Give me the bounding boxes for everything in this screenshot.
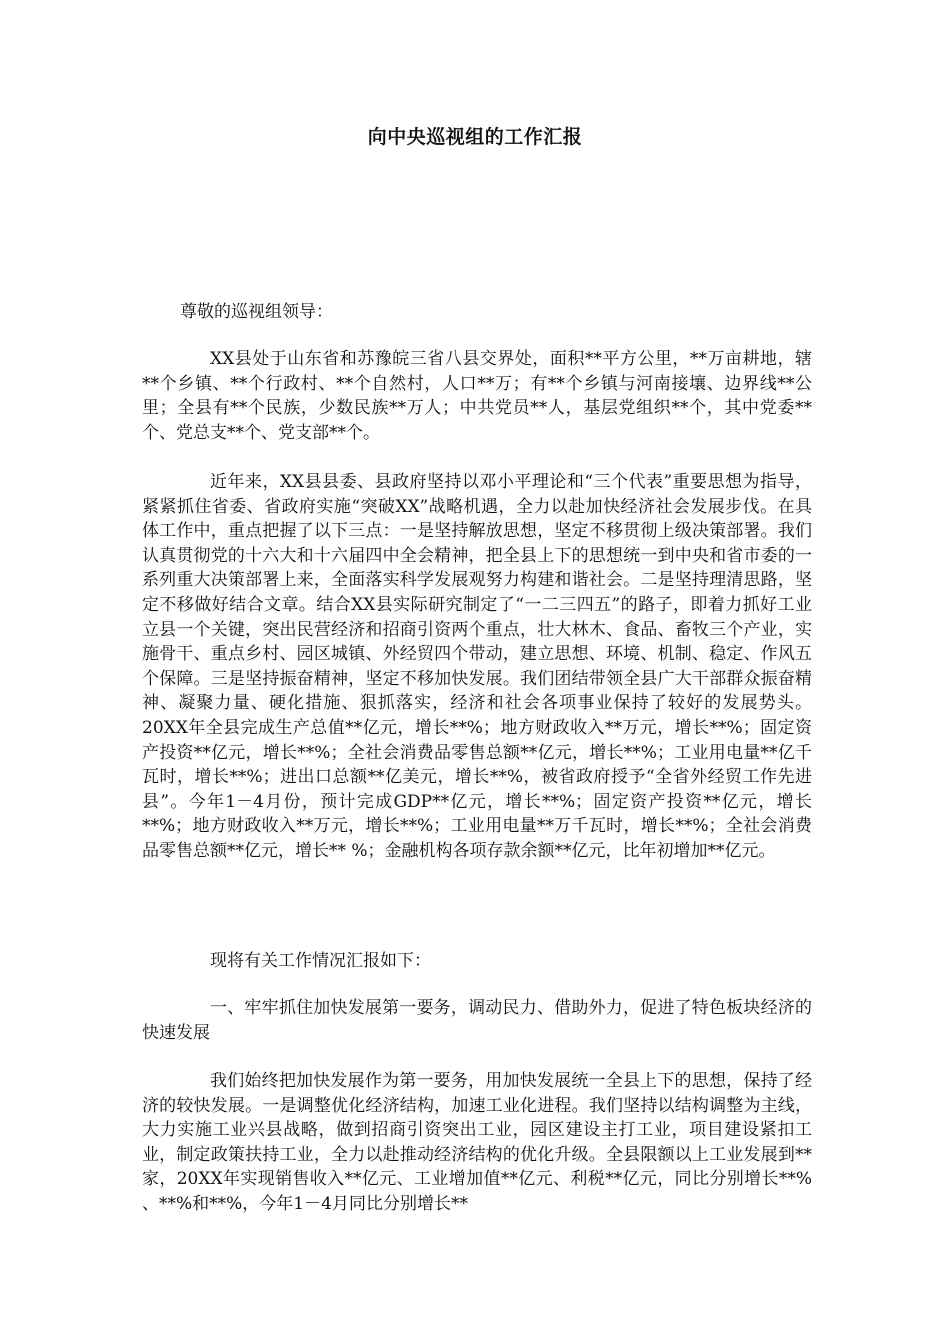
- paragraph-report-intro: 现将有关工作情况汇报如下：: [210, 951, 431, 971]
- section-heading-one: 一、牢牢抓住加快发展第一要务，调动民力、借助外力，促进了特色板块经济的快速发展: [142, 998, 812, 1043]
- paragraph-county-overview: XX县处于山东省和苏豫皖三省八县交界处，面积**平方公里，**万亩耕地，辖**个乡镇、**个行政村、**个自然村，人口**万；有**个乡镇与河南接壤、边界线**公里；全县有**个民族，少数民族**万人；中共党员**人，基层党组织**个，其中党委**个、党总支**个、党支部**个。: [142, 349, 812, 443]
- salutation: 尊敬的巡视组领导：: [180, 302, 333, 322]
- document-title: 向中央巡视组的工作汇报: [367, 126, 583, 148]
- paragraph-recent-years: 近年来，XX县县委、县政府坚持以邓小平理论和“三个代表”重要思想为指导，紧紧抓住省委、省政府实施“突破XX”战略机遇，全力以赴加快经济社会发展步伐。在具体工作中，重点把握了以下三点：一是坚持解放思想，坚定不移贯彻上级决策部署。我们认真贯彻党的十六大和十六届四中全会精神，把全县上下的思想统一到中央和省市委的一系列重大决策部署上来，全面落实科学发展观努力构建和谐社会。二是坚持理清思路，坚定不移做好结合文章。结合XX县实际研究制定了“一二三四五”的路子，即着力抓好工业立县一个关键，突出民营经济和招商引资两个重点，壮大林木、食品、畜牧三个产业，实施骨干、重点乡村、园区城镇、外经贸四个带动，建立思想、环境、机制、稳定、作风五个保障。三是坚持振奋精神，坚定不移加快发展。我们团结带领全县广大干部群众振奋精神、凝聚力量、硬化措施、狠抓落实，经济和社会各项事业保持了较好的发展势头。20XX年全县完成生产总值**亿元，增长**%；地方财政收入**万元，增长**%；固定资产投资**亿元，增长**%；全社会消费品零售总额**亿元，增长**%；工业用电量**亿千瓦时，增长**%；进出口总额**亿美元，增长**%，被省政府授予“全省外经贸工作先进县”。今年1－4月份，预计完成GDP**亿元，增长**%；固定资产投资**亿元，增长**%；地方财政收入**万元，增长**%；工业用电量**万千瓦时，增长**%；全社会消费品零售总额**亿元，增长** %；金融机构各项存款余额**亿元，比年初增加**亿元。: [142, 472, 812, 861]
- paragraph-development: 我们始终把加快发展作为第一要务，用加快发展统一全县上下的思想，保持了经济的较快发展。一是调整优化经济结构，加速工业化进程。我们坚持以结构调整为主线，大力实施工业兴县战略，做到招商引资突出工业，园区建设主打工业，项目建设紧扣工业，制定政策扶持工业，全力以赴推动经济结构的优化升级。全县限额以上工业发展到**家，20XX年实现销售收入**亿元、工业增加值**亿元、利税**亿元，同比分别增长**% 、**%和**%，今年1－4月同比分别增长**: [142, 1071, 812, 1214]
